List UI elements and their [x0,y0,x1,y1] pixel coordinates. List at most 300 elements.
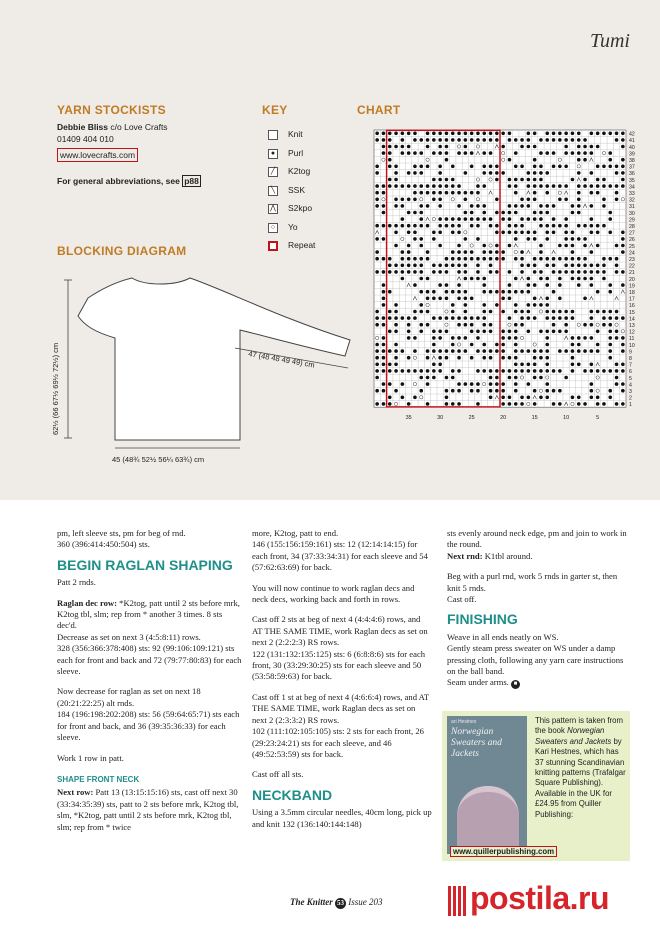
purl-stitch [583,244,587,248]
purl-stitch [457,244,461,248]
purl-stitch [533,257,537,261]
purl-stitch [552,402,556,406]
purl-stitch [432,369,436,373]
next-row-label: Next row: [57,787,94,798]
purl-stitch [558,316,562,320]
purl-stitch [382,290,386,294]
purl-stitch [394,178,398,182]
purl-stitch [388,165,392,169]
purl-stitch [464,257,468,261]
purl-stitch [539,376,543,380]
purl-stitch [608,316,612,320]
purl-stitch [482,171,486,175]
purl-stitch [545,191,549,195]
purl-stitch [571,231,575,235]
purl-stitch [445,330,449,334]
footer-issue: Issue 203 [348,897,383,907]
purl-stitch [382,138,386,142]
purl-stitch [419,290,423,294]
purl-stitch [608,211,612,215]
purl-stitch [382,204,386,208]
chart-row-label: 34 [629,184,635,191]
raglan-label: Raglan dec row: [57,597,117,608]
purl-stitch [527,198,531,202]
purl-stitch [464,303,468,307]
purl-stitch [382,303,386,307]
purl-stitch [457,349,461,353]
purl-stitch [508,402,512,406]
purl-stitch [514,211,518,215]
purl-stitch [527,363,531,367]
purl-stitch [419,323,423,327]
purl-stitch [615,184,619,188]
purl-stitch [545,363,549,367]
purl-stitch [539,204,543,208]
purl-stitch [407,330,411,334]
purl-stitch [514,191,518,195]
purl-stitch [482,204,486,208]
purl-stitch [419,330,423,334]
chart-row-label: 5 [629,375,632,382]
k2tog-icon: ╱ [268,167,278,177]
purl-stitch [520,363,524,367]
purl-stitch [401,198,405,202]
purl-stitch [419,369,423,373]
purl-stitch [476,270,480,274]
purl-stitch [508,270,512,274]
purl-stitch [476,204,480,208]
purl-stitch [608,343,612,347]
purl-stitch [388,257,392,261]
purl-stitch [388,382,392,386]
purl-stitch [545,303,549,307]
purl-stitch [564,237,568,241]
purl-stitch [445,264,449,268]
purl-stitch [602,316,606,320]
purl-stitch [495,165,499,169]
chart-col-label: 20 [500,415,507,422]
purl-stitch [375,389,379,393]
heading-raglan: BEGIN RAGLAN SHAPING [57,556,233,573]
purl-stitch [476,191,480,195]
purl-stitch [489,356,493,360]
purl-stitch [514,184,518,188]
purl-stitch [571,343,575,347]
purl-stitch [501,171,505,175]
purl-stitch [564,132,568,136]
purl-stitch [514,376,518,380]
key-label: Repeat [288,240,316,250]
purl-stitch [558,283,562,287]
purl-stitch [401,316,405,320]
purl-stitch [552,184,556,188]
purl-stitch [451,349,455,353]
purl-stitch [558,132,562,136]
purl-stitch [533,283,537,287]
purl-stitch [621,237,625,241]
purl-stitch [596,165,600,169]
purl-stitch [451,184,455,188]
purl-stitch [564,270,568,274]
purl-stitch [564,184,568,188]
purl-stitch [375,165,379,169]
purl-stitch [520,217,524,221]
purl-stitch [527,382,531,386]
purl-stitch [476,224,480,228]
purl-stitch [602,132,606,136]
purl-stitch [552,369,556,373]
yarn-heading: YARN STOCKISTS [57,103,166,117]
purl-stitch [545,297,549,301]
yarn-link[interactable]: www.lovecrafts.com [57,148,138,162]
purl-stitch [426,250,430,254]
purl-stitch [432,290,436,294]
purl-stitch [615,376,619,380]
purl-stitch [508,290,512,294]
purl-stitch [394,145,398,149]
purl-stitch [419,204,423,208]
purl-stitch [615,165,619,169]
purl-stitch [438,178,442,182]
c2-p4: Cast off 2 sts at beg of next 4 (4:4:4:6) rows, and AT THE SAME TIME, work Raglan decs as set on next 2 (2:2:2:3) RS rows. [252,614,428,648]
purl-stitch [571,257,575,261]
s2kpo-icon: ⋀ [268,204,278,214]
c3-p4: Weave in all ends neatly on WS. [447,631,559,642]
purl-stitch [558,389,562,393]
blocking-heading: BLOCKING DIAGRAM [57,244,187,258]
purl-stitch [583,151,587,155]
purl-stitch [407,270,411,274]
purl-stitch [501,330,505,334]
purl-stitch [577,191,581,195]
c2-p9: Using a 3.5mm circular needles, 40cm long, pick up and knit 132 (136:140:144:148) [252,807,432,829]
purl-stitch [577,336,581,340]
chart-row-label: 28 [629,224,635,230]
purl-stitch [413,151,417,155]
c3-p5: Gently steam press sweater on WS under a damp pressing cloth, following any yarn care instructions on the ball band. [447,643,624,677]
purl-stitch [438,231,442,235]
purl-stitch [508,224,512,228]
purl-stitch [489,330,493,334]
purl-stitch [489,250,493,254]
purl-stitch [590,191,594,195]
purl-stitch [445,184,449,188]
purl-stitch [470,382,474,386]
purl-stitch [489,389,493,393]
purl-stitch [432,178,436,182]
purl-stitch [571,349,575,353]
chart-row-label: 32 [629,197,635,204]
purl-stitch [615,316,619,320]
purl-stitch [470,343,474,347]
purl-stitch [419,138,423,142]
purl-stitch [621,336,625,340]
purl-stitch [451,264,455,268]
purl-stitch [476,257,480,261]
purl-stitch [520,250,524,254]
purl-stitch [413,191,417,195]
purl-stitch [552,217,556,221]
purl-stitch [527,369,531,373]
purl-stitch [501,336,505,340]
purl-stitch [552,231,556,235]
purl-icon: ● [268,149,278,159]
purl-stitch [552,224,556,228]
chart-row-label: 24 [629,250,635,257]
purl-stitch [482,250,486,254]
purl-stitch [608,336,612,340]
purl-stitch [501,369,505,373]
purl-stitch [615,171,619,175]
purl-stitch [577,198,581,202]
purl-stitch [608,132,612,136]
book-cover-author: ari Hestnes [451,719,477,725]
chart-row-label: 2 [629,395,632,402]
purl-stitch [583,264,587,268]
purl-stitch [464,138,468,142]
purl-stitch [527,132,531,136]
purl-stitch [451,303,455,307]
purl-stitch [552,323,556,327]
purl-stitch [596,244,600,248]
purl-stitch [489,171,493,175]
purl-stitch [476,330,480,334]
purl-stitch [501,290,505,294]
purl-stitch [520,323,524,327]
purl-stitch [571,250,575,254]
purl-stitch [445,191,449,195]
purl-stitch [438,330,442,334]
purl-stitch [608,290,612,294]
purl-stitch [388,290,392,294]
purl-stitch [445,349,449,353]
purl-stitch [451,132,455,136]
purl-stitch [508,204,512,208]
purl-stitch [394,204,398,208]
purl-stitch [401,277,405,281]
purl-stitch [489,132,493,136]
purl-stitch [558,349,562,353]
purl-stitch [495,198,499,202]
purl-stitch [457,270,461,274]
purl-stitch [596,396,600,400]
purl-stitch [388,184,392,188]
c2-p3: You will now continue to work raglan decs and neck decs, working back and forth in rows. [252,582,415,605]
purl-stitch [571,277,575,281]
purl-stitch [394,132,398,136]
purl-stitch [527,145,531,149]
purl-stitch [615,244,619,248]
purl-stitch [508,244,512,248]
purl-stitch [577,277,581,281]
purl-stitch [545,316,549,320]
purl-stitch [552,290,556,294]
purl-stitch [583,369,587,373]
purl-stitch [571,264,575,268]
purl-stitch [539,184,543,188]
purl-stitch [533,191,537,195]
purl-stitch [577,270,581,274]
purl-stitch [419,217,423,221]
page-number: 53 [337,899,345,907]
purl-stitch [394,231,398,235]
purl-stitch [608,184,612,188]
purl-stitch [590,316,594,320]
purl-stitch [407,336,411,340]
purl-stitch [621,171,625,175]
purl-stitch [615,369,619,373]
chart-row-label: 8 [629,356,632,362]
purl-stitch [539,151,543,155]
purl-stitch [382,389,386,393]
purl-stitch [388,158,392,162]
purl-stitch [394,356,398,360]
purl-stitch [464,171,468,175]
purl-stitch [394,330,398,334]
purl-stitch [615,270,619,274]
purl-stitch [407,198,411,202]
purl-stitch [514,343,518,347]
purl-stitch [564,151,568,155]
purl-stitch [382,237,386,241]
purl-stitch [590,277,594,281]
purl-stitch [426,369,430,373]
purl-stitch [445,145,449,149]
book-promo [442,711,630,861]
purl-stitch [426,224,430,228]
purl-stitch [514,310,518,314]
purl-stitch [451,250,455,254]
purl-stitch [558,270,562,274]
purl-stitch [394,303,398,307]
purl-stitch [621,231,625,235]
purl-stitch [590,145,594,149]
c2-p1: more, K2tog, patt to end. [252,528,339,538]
purl-stitch [590,382,594,386]
book-link[interactable]: www.quillerpublishing.com [450,846,557,857]
purl-stitch [464,211,468,215]
purl-stitch [583,349,587,353]
purl-stitch [419,171,423,175]
purl-stitch [407,369,411,373]
purl-stitch [564,349,568,353]
c1-p7: 184 (196:198:202:208) sts: 56 (59:64:65:71) sts each for front and back, and 36 (39:35:36:33) for each sleeve. [57,709,240,743]
purl-stitch [602,369,606,373]
book-title: Norwegian Sweaters and Jackets [535,726,612,746]
purl-stitch [602,310,606,314]
chart-row-label: 10 [629,342,635,349]
purl-stitch [489,310,493,314]
purl-stitch [438,316,442,320]
c1-p8: Work 1 row in patt. [57,752,124,763]
purl-stitch [514,165,518,169]
purl-stitch [590,310,594,314]
purl-stitch [394,343,398,347]
purl-stitch [413,224,417,228]
purl-stitch [445,270,449,274]
abbrev-page-link[interactable]: p88 [184,176,199,186]
purl-stitch [514,151,518,155]
purl-stitch [533,184,537,188]
purl-stitch [501,402,505,406]
purl-stitch [438,191,442,195]
purl-stitch [438,244,442,248]
purl-stitch [470,389,474,393]
purl-stitch [438,145,442,149]
knit-icon [268,130,278,140]
purl-stitch [394,369,398,373]
purl-stitch [608,389,612,393]
key-label: SSK [288,184,306,195]
chart-col-label: 35 [405,415,412,422]
purl-stitch [539,257,543,261]
purl-stitch [451,389,455,393]
purl-stitch [533,171,537,175]
purl-stitch [520,145,524,149]
purl-stitch [571,244,575,248]
purl-stitch [508,283,512,287]
purl-stitch [482,343,486,347]
purl-stitch [489,382,493,386]
purl-stitch [451,336,455,340]
purl-stitch [457,217,461,221]
chart-row-label: 13 [629,323,635,329]
purl-stitch [558,257,562,261]
chart-row-label: 16 [629,303,635,310]
purl-stitch [445,178,449,182]
purl-stitch [413,257,417,261]
purl-stitch [419,165,423,169]
purl-stitch [419,257,423,261]
purl-stitch [489,151,493,155]
purl-stitch [495,382,499,386]
column-1 [57,528,242,833]
purl-stitch [457,132,461,136]
purl-stitch [571,316,575,320]
purl-stitch [375,323,379,327]
purl-stitch [426,402,430,406]
purl-stitch [539,356,543,360]
purl-stitch [388,396,392,400]
purl-stitch [615,310,619,314]
c3-p3: Cast off. [447,594,477,605]
purl-stitch [501,356,505,360]
purl-stitch [401,264,405,268]
purl-stitch [564,316,568,320]
purl-stitch [382,382,386,386]
chart-row-label: 15 [629,309,635,316]
purl-stitch [482,290,486,294]
purl-stitch [445,158,449,162]
purl-stitch [388,132,392,136]
purl-stitch [621,369,625,373]
column-3 [447,528,632,689]
purl-stitch [583,257,587,261]
purl-stitch [426,165,430,169]
purl-stitch [571,363,575,367]
chart-row-label: 37 [629,164,635,171]
purl-stitch [476,132,480,136]
purl-stitch [432,330,436,334]
ssk-icon: ╲ [268,186,278,196]
chart-row-label: 33 [629,191,635,197]
purl-stitch [608,323,612,327]
purl-stitch [464,264,468,268]
purl-stitch [621,363,625,367]
purl-stitch [457,369,461,373]
purl-stitch [394,363,398,367]
purl-stitch [552,257,556,261]
